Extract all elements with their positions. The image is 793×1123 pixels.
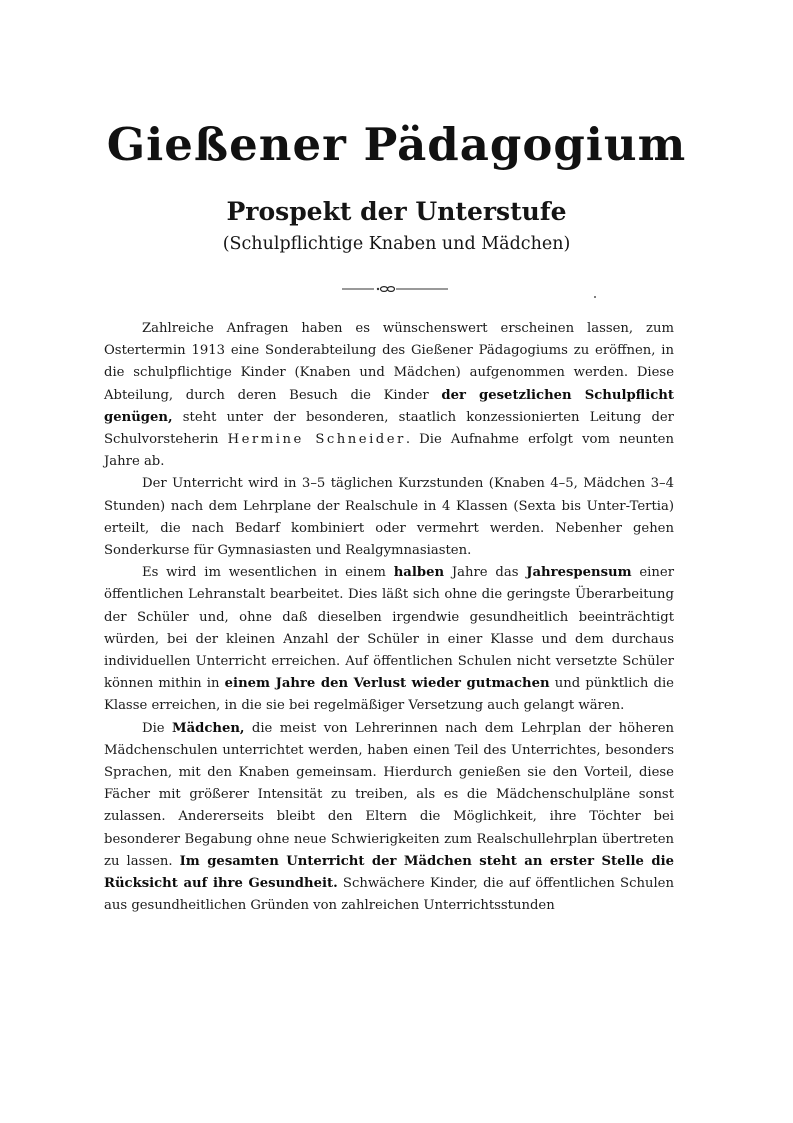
text-segment: Schwächere Kinder, die auf öffentlichen Schulen aus gesundheitlichen Gründen von zahlreichen Unterrichtsstunden — [104, 876, 674, 914]
page-title: Gießener Pädagogium — [106, 118, 687, 171]
page-subtitle: Prospekt der Unterstufe — [226, 197, 567, 226]
bold-emphasis: einem Jahre den Verlust wieder gutmachen — [224, 676, 550, 692]
paragraph — [104, 562, 674, 717]
text-segment: . Die Aufnahme erfolgt vom neunten Jahre ab. — [104, 432, 674, 470]
subtitle-note: (Schulpflichtige Knaben und Mädchen) — [222, 234, 571, 254]
text-segment: und pünktlich die Klasse erreichen, in die sie bei regelmäßiger Versetzung auch gelangt wären. — [104, 676, 674, 714]
print-speck — [594, 296, 596, 298]
paragraph — [104, 473, 674, 562]
divider-ornament — [340, 283, 450, 295]
paragraph — [104, 718, 674, 918]
paragraph — [104, 318, 674, 473]
bold-emphasis: der gesetzlichen Schulpflicht genügen, — [104, 387, 674, 425]
bold-emphasis: Jahrespensum — [526, 565, 632, 581]
text-segment: Es wird im wesentlichen in einem — [142, 565, 394, 581]
text-segment: einer öffentlichen Lehranstalt bearbeitet. Dies läßt sich ohne die geringste Überarbeitung der Schüler und, ohne daß dieselben irgendwie gesundheitlich beeinträchtigt würden, bei der kleinen Anzahl der Schüler in einer Klasse und dem durchaus individuellen Unterricht erreichen. Auf öffentlichen Schulen nicht versetzte Schüler können mithin in — [104, 565, 674, 692]
bold-emphasis: Mädchen, — [171, 720, 245, 736]
spaced-name: Hermine Schneider — [227, 432, 406, 448]
text-segment: steht unter der besonderen, staatlich konzessionierten Leitung der Schulvorsteherin — [104, 409, 674, 448]
text-segment: Die — [142, 720, 172, 736]
bold-emphasis: halben — [393, 565, 445, 581]
text-segment: Jahre das — [444, 565, 527, 581]
bold-emphasis: Im gesamten Unterricht der Mädchen steht an erster Stelle die Rücksicht auf ihre Gesundheit. — [104, 853, 674, 892]
text-segment: Zahlreiche Anfragen haben es wünschenswert erscheinen lassen, zum Ostertermin 1913 eine Sonderabteilung des Gießener Pädagogiums zu eröffnen, in die schulpflichtige Kinder (Knaben und Mädchen) aufgenommen werden. Diese Abteilung, durch deren Besuch die Kinder — [104, 321, 674, 403]
text-segment: die meist von Lehrerinnen nach dem Lehrplan der höheren Mädchenschulen unterrichtet werden, haben einen Teil des Unterrichtes, besonders Sprachen, mit den Knaben gemeinsam. Hierdurch genießen sie den Vorteil, diese Fächer mit größerer Intensität zu treiben, als es die Mädchenschulpläne sonst zulassen. Andererseits bleibt den Eltern die Möglichkeit, ihre Töchter bei besonderer Begabung ohne neue Schwierigkeiten zum Realschullehrplan übertreten zu lassen. — [104, 720, 674, 869]
body-text — [104, 318, 674, 917]
text-segment: Der Unterricht wird in 3–5 täglichen Kurzstunden (Knaben 4–5, Mädchen 3–4 Stunden) nach dem Lehrplane der Realschule in 4 Klassen (Sexta bis Unter-Tertia) erteilt, die nach Bedarf kombiniert oder vermehrt werden. Nebenher gehen Sonderkurse für Gymnasiasten und Realgymnasiasten. — [104, 476, 674, 559]
